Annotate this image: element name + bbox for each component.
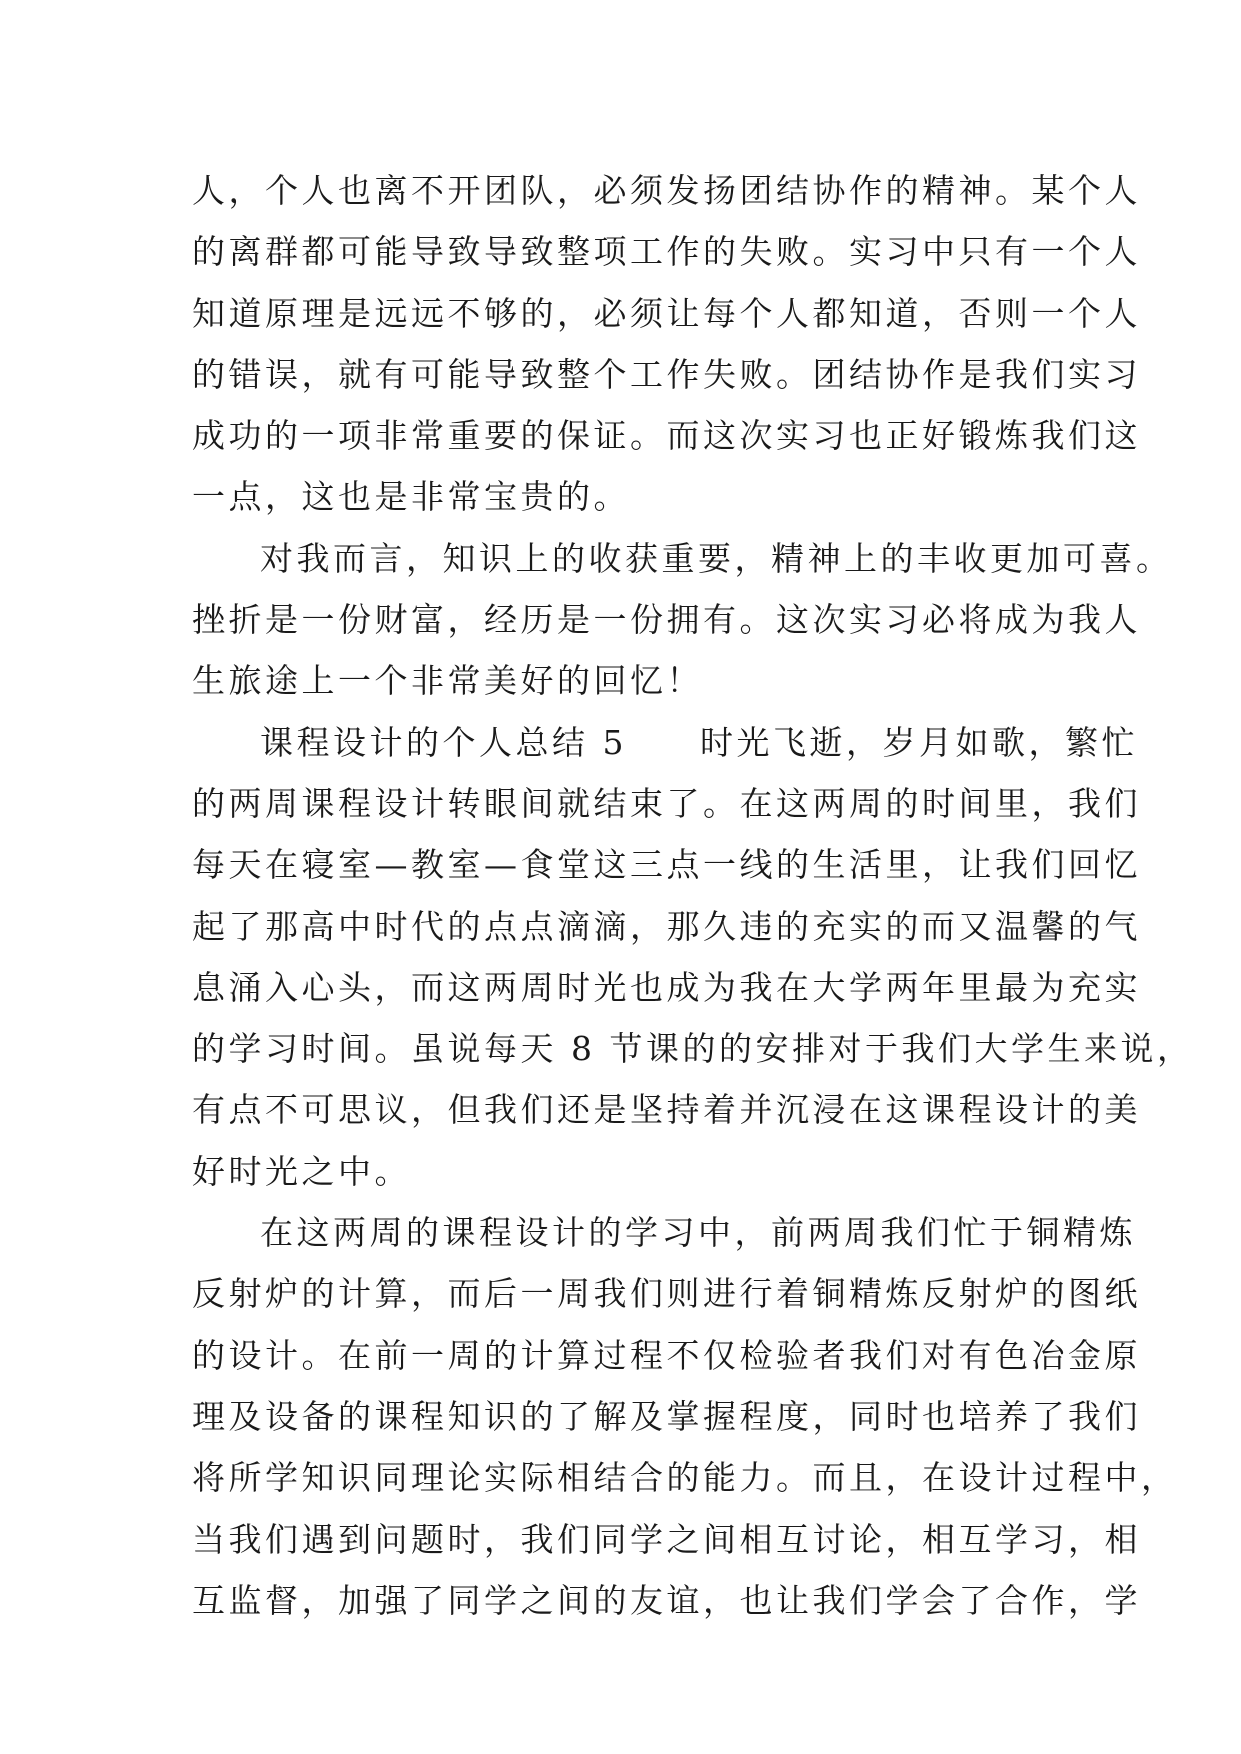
text-line: 的学习时间。虽说每天 8 节课的的安排对于我们大学生来说，: [192, 1029, 1194, 1069]
text-line: 知道原理是远远不够的，必须让每个人都知道，否则一个人: [192, 293, 1141, 333]
text-line: 有点不可思议，但我们还是坚持着并沉浸在这课程设计的美: [192, 1090, 1141, 1130]
text-line: 成功的一项非常重要的保证。而这次实习也正好锻炼我们这: [192, 416, 1141, 456]
text-line: 互监督，加强了同学之间的友谊，也让我们学会了合作，学: [192, 1580, 1141, 1620]
text-line: 息涌入心头，而这两周时光也成为我在大学两年里最为充实: [192, 967, 1141, 1007]
text-line: 起了那高中时代的点点滴滴，那久违的充实的而又温馨的气: [192, 906, 1141, 946]
text-line: 挫折是一份财富，经历是一份拥有。这次实习必将成为我人: [192, 600, 1141, 640]
text-line: 的设计。在前一周的计算过程不仅检验者我们对有色冶金原: [192, 1335, 1141, 1375]
text-line: 每天在寝室—教室—食堂这三点一线的生活里，让我们回忆: [192, 845, 1141, 885]
section-heading-line: 课程设计的个人总结 5 时光飞逝，岁月如歌，繁忙: [260, 722, 1138, 762]
text-line: 将所学知识同理论实际相结合的能力。而且，在设计过程中，: [192, 1458, 1178, 1498]
text-line: 的离群都可能导致导致整项工作的失败。实习中只有一个人: [192, 232, 1141, 272]
text-line: 当我们遇到问题时，我们同学之间相互讨论，相互学习，相: [192, 1519, 1141, 1559]
text-line: 的两周课程设计转眼间就结束了。在这两周的时间里，我们: [192, 783, 1141, 823]
text-line: 理及设备的课程知识的了解及掌握程度，同时也培养了我们: [192, 1396, 1141, 1436]
text-line: 反射炉的计算，而后一周我们则进行着铜精炼反射炉的图纸: [192, 1274, 1141, 1314]
paragraph-start-line: 对我而言，知识上的收获重要，精神上的丰收更加可喜。: [260, 538, 1173, 578]
text-line: 好时光之中。: [192, 1151, 411, 1191]
document-body: [192, 160, 1194, 1631]
paragraph-start-line: 在这两周的课程设计的学习中，前两周我们忙于铜精炼: [260, 1213, 1136, 1253]
text-line: 一点，这也是非常宝贵的。: [192, 477, 630, 517]
text-line: 的错误，就有可能导致整个工作失败。团结协作是我们实习: [192, 354, 1141, 394]
text-line: 生旅途上一个非常美好的回忆！: [192, 661, 703, 701]
text-line: 人，个人也离不开团队，必须发扬团结协作的精神。某个人: [192, 171, 1141, 210]
